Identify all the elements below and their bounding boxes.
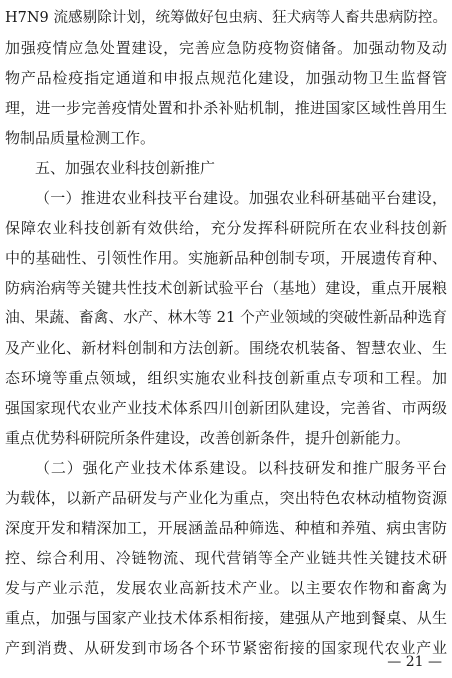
body-text-line: 深度开发和精深加工，开展涵盖品种筛选、种植和养殖、病虫害防 xyxy=(5,519,447,537)
paragraph-first-line: （二）强化产业技术体系建设。以科技研发和推广服务平台 xyxy=(35,459,447,477)
page-number: — 21 — xyxy=(387,654,442,670)
body-text-line: 重点，加强与国家产业技术体系相衔接，建强从产地到餐桌、从生 xyxy=(5,609,447,627)
section-heading: 五、加强农业科技创新推广 xyxy=(35,159,216,177)
body-text-line: 重点优势科研院所条件建设，改善创新条件，提升创新能力。 xyxy=(5,429,411,447)
body-text-line: 发与产业示范，发展农业高新技术产业。以主要农作物和畜禽为 xyxy=(5,579,447,597)
body-text-line: 理，进一步完善疫情处置和扑杀补贴机制，推进国家区域性兽用生 xyxy=(5,99,447,117)
body-text-line: 态环境等重点领域，组织实施农业科技创新重点专项和工程。加 xyxy=(5,369,447,387)
body-text-line: 防病治病等关键共性技术创新试验平台（基地）建设，重点开展粮 xyxy=(5,279,447,297)
body-text-line: 中的基础性、引领性作用。实施新品种创制专项，开展遗传育种、 xyxy=(5,249,447,267)
body-text-line: 控、综合利用、冷链物流、现代营销等全产业链共性关键技术研 xyxy=(5,549,447,567)
body-text-line: 油、果蔬、畜禽、水产、林木等 21 个产业领域的突破性新品种选育 xyxy=(5,309,447,326)
body-text-line: 及产业化、新材料创制和方法创新。围绕农机装备、智慧农业、生 xyxy=(5,339,447,357)
body-text-line: 为载体，以新产品研发与产业化为重点，突出特色农林动植物资源 xyxy=(5,489,447,507)
body-text-line: 加强疫情应急处置建设，完善应急防疫物资储备。加强动物及动 xyxy=(5,39,447,57)
paragraph-first-line: （一）推进农业科技平台建设。加强农业科研基础平台建设， xyxy=(35,189,447,207)
body-text-line: 物制品质量检测工作。 xyxy=(5,129,156,147)
body-text-line: 产到消费、从研发到市场各个环节紧密衔接的国家现代农业产业 xyxy=(5,639,447,657)
body-text-line: 物产品检疫指定通道和申报点规范化建设，加强动物卫生监督管 xyxy=(5,69,447,87)
body-text-line: H7N9 流感剔除计划，统筹做好包虫病、狂犬病等人畜共患病防控。 xyxy=(5,10,447,26)
body-text-line: 保障农业科技创新有效供给，充分发挥科研院所在农业科技创新 xyxy=(5,219,447,237)
body-text-line: 强国家现代农业产业技术体系四川创新团队建设，完善省、市两级 xyxy=(5,399,447,417)
